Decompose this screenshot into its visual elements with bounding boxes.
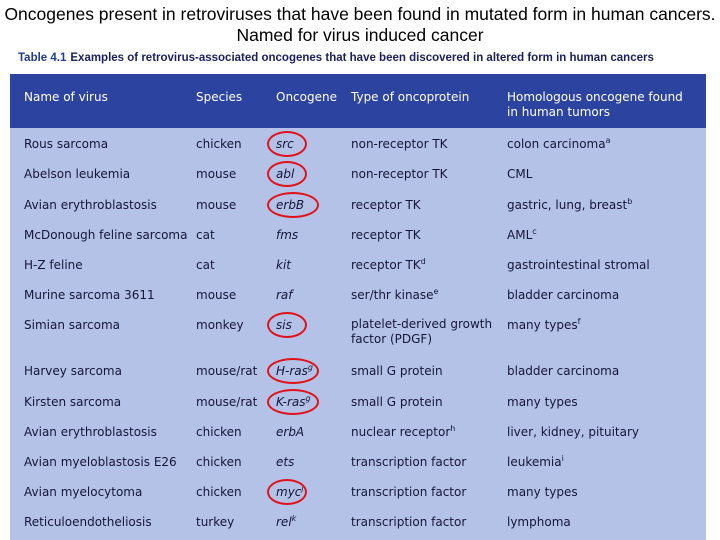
cell-species-text: chicken <box>196 137 242 151</box>
cell-oncogene <box>276 515 296 530</box>
cell-virus-name <box>24 455 177 470</box>
cell-human-tumor <box>507 485 578 500</box>
cell-oncoprotein-type-text: non-receptor TK <box>351 167 448 181</box>
oncogene-highlight-circle <box>267 479 307 505</box>
cell-human-tumor <box>507 137 610 152</box>
cell-oncogene-text: sis <box>276 318 292 332</box>
cell-oncoprotein-type-text: transcription factor <box>351 455 467 469</box>
cell-human-tumor <box>507 228 537 243</box>
cell-species-text: mouse <box>196 167 237 181</box>
cell-human-tumor-text: liver, kidney, pituitary <box>507 425 640 439</box>
header-type-of-oncoprotein: Type of oncoprotein <box>351 90 470 104</box>
oncogene-highlight-circle <box>267 358 319 384</box>
cell-species-text: cat <box>196 228 215 242</box>
cell-human-tumor <box>507 288 619 303</box>
cell-virus-name-text: Simian sarcoma <box>24 318 121 332</box>
cell-virus-name-text: Abelson leukemia <box>24 167 131 181</box>
footnote-marker: f <box>577 317 581 326</box>
cell-virus-name-text: Avian erythroblastosis <box>24 198 157 212</box>
cell-oncogene <box>276 455 294 470</box>
cell-species <box>196 364 257 379</box>
cell-oncogene-text: erbA <box>276 425 305 439</box>
cell-oncoprotein-type-text: transcription factor <box>351 485 467 499</box>
cell-virus-name-text: Harvey sarcoma <box>24 364 122 378</box>
cell-virus-name-text: Avian myelocytoma <box>24 485 143 499</box>
cell-virus-name <box>24 137 108 152</box>
cell-human-tumor <box>507 167 532 182</box>
cell-human-tumor-text: CML <box>507 167 533 181</box>
footnote-marker: h <box>450 424 456 433</box>
footnote-marker: b <box>627 197 633 206</box>
cell-oncogene <box>276 288 293 303</box>
cell-virus-name <box>24 485 142 500</box>
cell-oncoprotein-type-text: nuclear receptor <box>351 425 451 439</box>
cell-virus-name <box>24 364 122 379</box>
cell-virus-name <box>24 258 83 273</box>
cell-oncoprotein-type <box>351 395 443 410</box>
cell-virus-name <box>24 288 155 303</box>
cell-oncogene <box>276 258 291 273</box>
footnote-marker: a <box>605 136 611 145</box>
cell-human-tumor <box>507 425 639 440</box>
table-caption <box>18 52 708 64</box>
cell-virus-name <box>24 425 157 440</box>
cell-oncoprotein-type-text: receptor TK <box>351 228 421 242</box>
cell-species-text: turkey <box>196 515 235 529</box>
cell-oncogene-text: H-ras <box>276 364 308 378</box>
cell-virus-name-text: Avian erythroblastosis <box>24 425 157 439</box>
cell-species <box>196 515 234 530</box>
cell-virus-name-text: Rous sarcoma <box>24 137 109 151</box>
oncogene-table <box>10 74 706 540</box>
cell-virus-name <box>24 198 157 213</box>
cell-species <box>196 137 242 152</box>
header-oncogene: Oncogene <box>276 90 337 104</box>
cell-oncoprotein-type-text: ser/thr kinase <box>351 288 434 302</box>
cell-oncogene-text: raf <box>276 288 293 302</box>
header-homologous-oncogene: Homologous oncogene found in human tumors <box>507 90 683 119</box>
table-caption-text: Examples of retrovirus-associated oncogenes that have been discovered in altered form in human cancers <box>70 52 654 64</box>
cell-virus-name-text: Murine sarcoma 3611 <box>24 288 155 302</box>
cell-oncogene-text: abl <box>276 167 295 181</box>
cell-human-tumor-text: gastrointestinal stromal <box>507 258 650 272</box>
cell-species <box>196 258 215 273</box>
cell-species <box>196 485 242 500</box>
cell-oncogene-text: K-ras <box>276 395 306 409</box>
footnote-marker: g <box>305 394 311 403</box>
cell-oncoprotein-type <box>351 258 426 273</box>
oncogene-highlight-circle <box>267 161 307 187</box>
cell-species-text: chicken <box>196 425 242 439</box>
cell-oncoprotein-type <box>351 364 443 379</box>
header-species: Species <box>196 90 243 104</box>
cell-oncogene-text: fms <box>276 228 299 242</box>
cell-virus-name-text: McDonough feline sarcoma <box>24 228 188 242</box>
cell-oncogene <box>276 228 298 243</box>
cell-human-tumor <box>507 318 580 333</box>
cell-oncoprotein-type <box>351 198 421 213</box>
oncogene-highlight-circle <box>267 312 307 338</box>
cell-oncoprotein-type <box>351 425 455 440</box>
cell-oncoprotein-type-text: platelet-derived growth factor (PDGF) <box>351 317 493 346</box>
oncogene-highlight-circle <box>267 389 319 415</box>
cell-oncoprotein-type <box>351 515 466 530</box>
cell-human-tumor-text: many types <box>507 485 578 499</box>
cell-human-tumor-text: bladder carcinoma <box>507 364 620 378</box>
cell-oncoprotein-type <box>351 288 438 303</box>
cell-virus-name <box>24 228 187 243</box>
cell-species-text: monkey <box>196 318 244 332</box>
cell-virus-name-text: Reticuloendotheliosis <box>24 515 152 529</box>
cell-oncogene-text: rel <box>276 515 292 529</box>
cell-species <box>196 198 236 213</box>
cell-species-text: cat <box>196 258 215 272</box>
cell-virus-name <box>24 515 152 530</box>
table-header <box>10 74 706 128</box>
cell-human-tumor-text: bladder carcinoma <box>507 288 620 302</box>
cell-species-text: mouse/rat <box>196 395 258 409</box>
cell-oncoprotein-type <box>351 317 496 347</box>
cell-human-tumor <box>507 515 571 530</box>
cell-virus-name-text: Kirsten sarcoma <box>24 395 122 409</box>
cell-virus-name-text: H-Z feline <box>24 258 83 272</box>
footnote-marker: e <box>433 287 439 296</box>
cell-oncogene-text: ets <box>276 455 295 469</box>
cell-oncoprotein-type-text: small G protein <box>351 395 443 409</box>
cell-species-text: mouse <box>196 198 237 212</box>
cell-oncoprotein-type-text: receptor TK <box>351 258 421 272</box>
cell-species-text: mouse <box>196 288 237 302</box>
oncogene-highlight-circle <box>267 192 319 218</box>
cell-virus-name <box>24 167 130 182</box>
cell-virus-name <box>24 318 120 333</box>
cell-virus-name-text: Avian myeloblastosis E26 <box>24 455 177 469</box>
cell-oncoprotein-type-text: non-receptor TK <box>351 137 448 151</box>
cell-oncogene-text: myc <box>276 485 302 499</box>
cell-oncoprotein-type <box>351 485 466 500</box>
cell-species <box>196 288 236 303</box>
cell-oncoprotein-type-text: small G protein <box>351 364 443 378</box>
cell-human-tumor-text: many types <box>507 395 578 409</box>
cell-oncogene-text: kit <box>276 258 291 272</box>
footnote-marker: g <box>307 363 313 372</box>
table-label: Table 4.1 <box>18 52 67 64</box>
cell-human-tumor <box>507 395 578 410</box>
cell-oncogene-text: erbB <box>276 198 305 212</box>
cell-human-tumor-text: gastric, lung, breast <box>507 198 628 212</box>
cell-human-tumor-text: AML <box>507 228 533 242</box>
cell-oncoprotein-type-text: receptor TK <box>351 198 421 212</box>
footnote-marker: c <box>532 227 537 236</box>
cell-human-tumor-text: leukemia <box>507 455 562 469</box>
cell-species <box>196 228 215 243</box>
oncogene-highlight-circle <box>267 131 307 157</box>
footnote-marker: i <box>561 454 564 463</box>
cell-human-tumor-text: lymphoma <box>507 515 571 529</box>
header-name-of-virus: Name of virus <box>24 90 108 104</box>
cell-species-text: chicken <box>196 485 242 499</box>
cell-oncoprotein-type <box>351 455 466 470</box>
cell-oncoprotein-type-text: transcription factor <box>351 515 467 529</box>
cell-species-text: mouse/rat <box>196 364 258 378</box>
cell-human-tumor-text: colon carcinoma <box>507 137 606 151</box>
cell-species <box>196 395 257 410</box>
cell-oncoprotein-type <box>351 137 448 152</box>
cell-virus-name <box>24 395 121 410</box>
footnote-marker: d <box>420 257 426 266</box>
cell-species-text: chicken <box>196 455 242 469</box>
slide-title: Oncogenes present in retroviruses that have been found in mutated form in human cancers. Named for virus induced cancer <box>4 4 716 45</box>
cell-oncoprotein-type <box>351 167 448 182</box>
cell-oncogene-text: src <box>276 137 294 151</box>
cell-human-tumor <box>507 258 650 273</box>
cell-species <box>196 318 244 333</box>
cell-human-tumor <box>507 198 632 213</box>
cell-oncogene <box>276 425 304 440</box>
footnote-marker: k <box>291 514 297 523</box>
cell-human-tumor <box>507 364 619 379</box>
cell-human-tumor-text: many types <box>507 318 578 332</box>
cell-species <box>196 425 242 440</box>
cell-oncoprotein-type <box>351 228 421 243</box>
cell-species <box>196 455 242 470</box>
cell-human-tumor <box>507 455 564 470</box>
footnote-marker: j <box>301 484 304 493</box>
cell-species <box>196 167 236 182</box>
